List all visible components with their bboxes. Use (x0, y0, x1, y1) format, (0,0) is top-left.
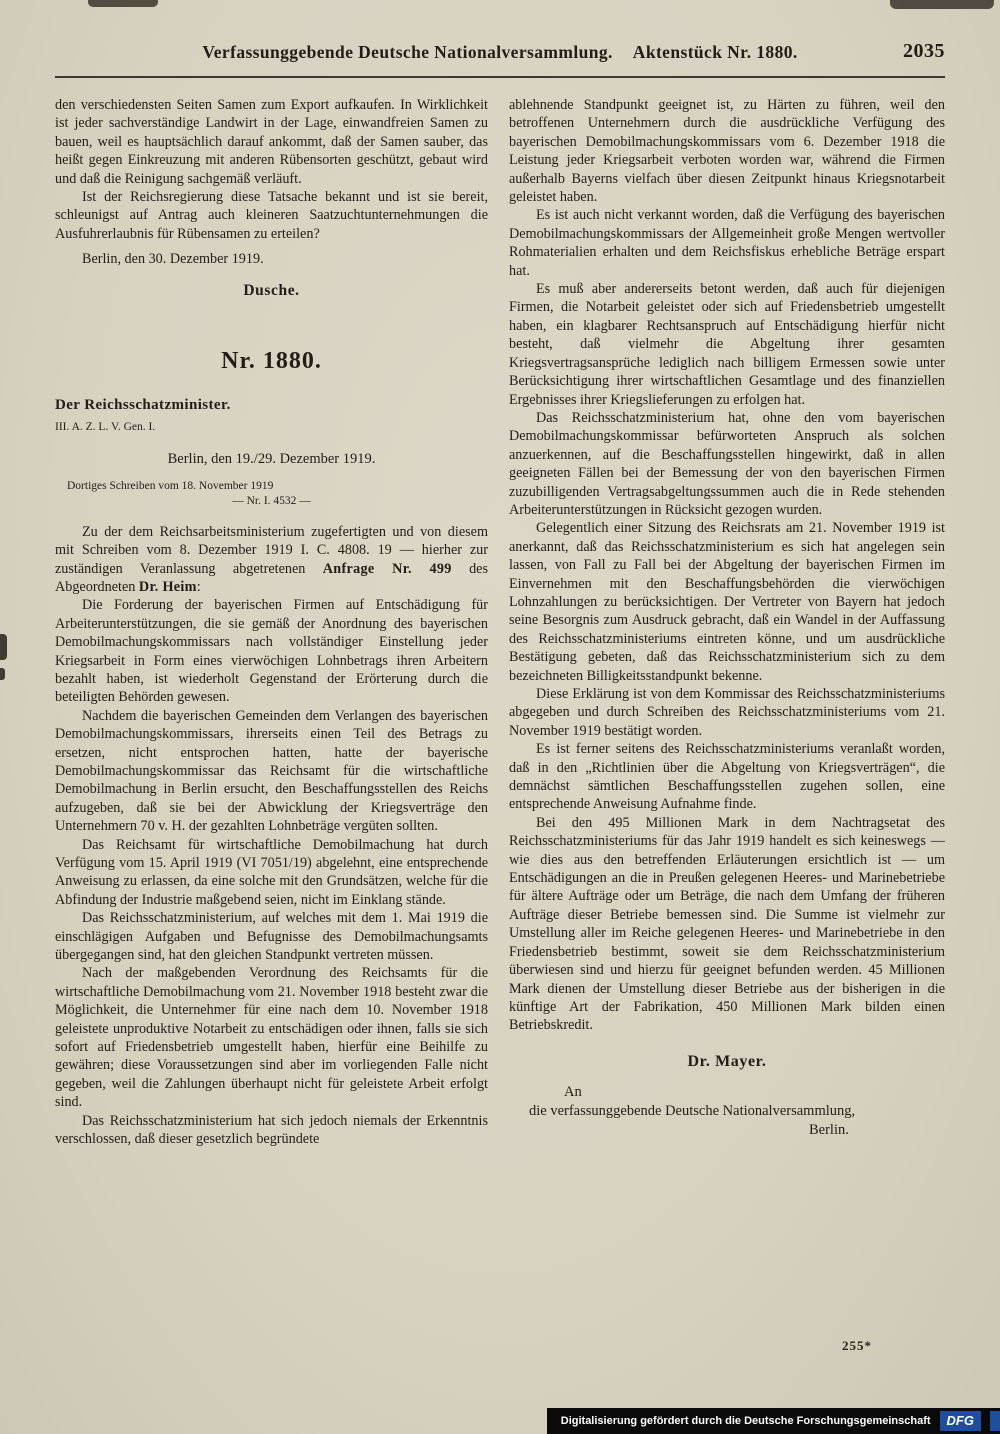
digitization-credit-text: Digitalisierung gefördert durch die Deutsche Forschungsgemeinschaft (560, 1415, 931, 1427)
paragraph: Nachdem die bayerischen Gemeinden dem Verlangen des bayerischen Demobilmachungskommissars, ihrerseits einen Teil des Betrags zu ersetzen, nicht entsprochen hatten, hatte der bayerische Demobilmachungskommissar das Reichsamt für die wirtschaftliche Demobilmachung in Berlin ersucht, den Beschaffungsstellen des Reichs aufzugeben, daß sie bei der Abwicklung der Kriegsverträge den Unternehmern 70 v. H. der gezahlten Lohnbeträge vergüten sollten. (55, 707, 488, 835)
note-line-schreiben: Dortiges Schreiben vom 18. November 1919 (67, 479, 274, 492)
paragraph-opening (55, 523, 488, 597)
signature-dusche: Dusche. (243, 281, 300, 299)
closing-addressee: die verfassunggebende Deutsche Nationalversammlung, (529, 1103, 856, 1120)
left-column (55, 96, 488, 1149)
section-heading-nr-1880: Nr. 1880. (221, 348, 322, 375)
opening-text-post: : (196, 578, 201, 595)
paragraph: ablehnende Standpunkt geeignet ist, zu Härten zu führen, weil den betroffenen Unternehmern durch die ausdrückliche Verfügung des bayerischen Demobilmachungskommissars vom 6. Dezember 1918 die Leistung jeder Kriegsarbeit verboten worden war, während die Firmen außerhalb Bayerns vielfach über diesen Zeitpunkt hinaus Kriegsnotarbeit geleistet haben. (509, 97, 945, 206)
paragraph: Diese Erklärung ist von dem Kommissar des Reichsschatzministeriums abgegeben und durch Schreiben des Reichsschatzministeriums vom 21. November 1919 bestätigt worden. (509, 686, 945, 739)
anfrage-reference: Anfrage Nr. 499 (322, 560, 452, 577)
dfg-logo: DFG (940, 1411, 981, 1431)
paragraph: Bei den 495 Millionen Mark in dem Nachtragsetat des Reichsschatzministeriums für das Jahr 1919 handelt es sich keineswegs — wie dies aus den betreffenden Erläuterungen ersichtlich ist — um Entschädigungen an die in Preußen gelegenen Heeres- und Marinebetriebe für ältere Aufträge oder um Beträge, die nach dem Umfang der früheren Aufträge dieser Betriebe bemessen sind. Die Summe ist vielmehr zur Umstellung aller im Reiche gelegenen Heeres- und Marinebetriebe in den Friedensbetrieb bestimmt, soweit sie dem Reichsschatzministerium überwiesen sind und hierzu für geeignet befunden werden. 45 Millionen Mark dienen der Umstellung dieser Betriebe aus der bisherigen in die künftige Art der Fabrikation, 450 Millionen Mark bilden einen Betriebskredit. (509, 814, 945, 1034)
date-line-19-29-dezember: Berlin, den 19./29. Dezember 1919. (167, 451, 376, 468)
paragraph: Es muß aber andererseits betont werden, daß auch für diejenigen Firmen, die Notarbeit geleistet oder sich auf Friedensbetrieb umgestellt haben, ein klagbarer Rechtsanspruch auf Entschädigung hierfür nicht besteht, daß vielmehr die Abgeltung ihrer gesamten Kriegsvertragsansprüche lediglich nach billigem Ermessen sowie unter Berücksichtigung ihrer wirtschaftlichen Gesamtlage und des finanziellen Ergebnisses ihrer Kriegslieferungen zu erfolgen hat. (509, 281, 945, 408)
signature-dr-mayer: Dr. Mayer. (687, 1052, 767, 1070)
assembly-title: Verfassunggebende Deutsche Nationalversammlung. (202, 42, 613, 62)
scan-artifact-left-edge-2 (0, 668, 5, 680)
date-line-berlin-dezember: Berlin, den 30. Dezember 1919. (82, 251, 264, 268)
paragraph: Das Reichsamt für wirtschaftliche Demobilmachung hat durch Verfügung vom 15. April 1919 (VI 7051/19) abgelehnt, eine entsprechende Anweisung zu erlassen, da eine solche mit den Grundsätzen, welche für die Abfindung der Industrie maßgebend seien, nicht im Einklang stände. (55, 836, 488, 908)
opening-text-mid: des Abgeordneten (55, 560, 489, 595)
paragraph: Das Reichsschatzministerium hat, ohne den vom bayerischen Demobilmachungskommissar befürworteten Anspruch als solchen anzuerkennen, auf die Beschaffungsstellen hingewirkt, daß in allen geeigneten Fällen bei der Bemessung der von den bayerischen Firmen zuzubilligenden Vertragsabgeltungssummen auch die in Rede stehenden Arbeiterunterstützungen in Rücksicht gezogen wurden. (509, 409, 945, 518)
header-rule (55, 76, 945, 78)
digitization-footer (547, 1408, 1000, 1434)
footer-corner-block (990, 1411, 1000, 1431)
deputy-name: Dr. Heim (138, 578, 197, 595)
file-reference-line: III. A. Z. L. V. Gen. I. (55, 420, 156, 433)
page-number: 2035 (903, 40, 945, 62)
closing-an: An (564, 1084, 582, 1101)
paragraph: Nach der maßgebenden Verordnung des Reichsamts für die wirtschaftliche Demobilmachung vom 21. November 1918 besteht zwar die Möglichkeit, die Unternehmer für eine nach dem 10. November 1918 geleistete unproduktive Notarbeit zu entschädigen oder ihnen, falls sie sich sofort auf Friedensbetrieb umgestellt haben, hierfür eine Beihilfe zu gewähren; diese Voraussetzungen sind aber im vorliegenden Falle nicht gegeben, weil die Zahlungen überhaupt nicht für geleistete Arbeit erfolgt sind. (55, 965, 488, 1111)
scan-artifact-top-left (88, 0, 158, 7)
paragraph: Es ist ferner seitens des Reichsschatzministeriums veranlaßt worden, daß in den „Richtlinien über die Abgeltung von Kriegsverträgen“, die demnächst sämtlichen Beschaffungsstellen zugehen sollen, eine entsprechende Anweisung Aufnahme finde. (509, 741, 945, 813)
closing-berlin: Berlin. (809, 1122, 849, 1139)
page-header (55, 42, 945, 63)
minister-title: Der Reichsschatzminister. (55, 397, 231, 414)
document-number-label: Aktenstück Nr. 1880. (632, 42, 798, 62)
opening-text-pre: Zu der dem Reichsarbeitsministerium zugefertigten und von diesem mit Schreiben vom 8. Dezember 1919 I. C. 4808. 19 — hierher zur zuständigen Veranlassung abgetretenen (55, 523, 488, 577)
closing-address (509, 1083, 945, 1140)
note-line-aktennummer: — Nr. I. 4532 — (232, 494, 311, 507)
paragraph: den verschiedensten Seiten Samen zum Export aufkaufen. In Wirklichkeit ist jeder sachverständige Landwirt in der Lage, einwandfreien Samen zu bauen, weil es hauptsächlich darauf ankommt, daß der Samen sauber, das heißt gegen Einkreuzung mit anderen Rübensorten geschützt, gebaut wird und daß die Reinigung sachgemäß verläuft. (55, 97, 488, 187)
paragraph: Das Reichsschatzministerium, auf welches mit dem 1. Mai 1919 die einschlägigen Aufgaben und Befugnisse des Demobilmachungsamts übergegangen sind, hat den gleichen Standpunkt vertreten müssen. (55, 910, 488, 964)
paragraph: Die Forderung der bayerischen Firmen auf Entschädigung für Arbeiterunterstützungen, die sie gemäß der Anordnung des bayerischen Demobilmachungskommissars nach vollständiger Einstellung jeder Kriegsarbeit in Form eines vierwöchigen Lohnbetrags ihren Arbeitern bezahlt haben, ist wiederholt Gegenstand der Erörterung durch die beteiligten Behörden gewesen. (55, 597, 488, 706)
paragraph: Es ist auch nicht verkannt worden, daß die Verfügung des bayerischen Demobilmachungskommissars der Allgemeinheit große Mengen wertvoller Rohmaterialien erhalten und dem Reichsfiskus erhebliche Beträge erspart hat. (509, 207, 945, 279)
paragraph: Das Reichsschatzministerium hat sich jedoch niemals der Erkenntnis verschlossen, daß dieser gesetzlich begründete (55, 1112, 488, 1148)
print-sheet-marker: 255* (842, 1338, 872, 1353)
scan-artifact-top-right (890, 0, 994, 9)
paragraph: Gelegentlich einer Sitzung des Reichsrats am 21. November 1919 ist anerkannt, daß das Reichsschatzministerium es sich hat angelegen sein lassen, von Fall zu Fall bei der Abgeltung der bayerischen Firmen im Einvernehmen mit den Beschaffungsbehörden die vierwöchigen Lohnzahlungen zu berücksichtigen. Der Vertreter von Bayern hat jedoch seine Besorgnis zum Ausdruck gebracht, daß ein Wandel in der Auffassung des Reichsschatzministeriums eintreten könne, und um ausdrückliche Bestätigung gebeten, daß das Reichsschatzministerium sich zu dem bezeichneten Billigkeitsstandpunkt bekenne. (509, 520, 945, 684)
right-column (509, 96, 945, 1140)
scan-artifact-left-edge (0, 634, 7, 660)
paragraph: Ist der Reichsregierung diese Tatsache bekannt und ist sie bereit, schleunigst auf Antrag auch kleineren Saatzuchtunternehmungen die Ausfuhrerlaubnis für Rübensamen zu erteilen? (55, 189, 488, 242)
